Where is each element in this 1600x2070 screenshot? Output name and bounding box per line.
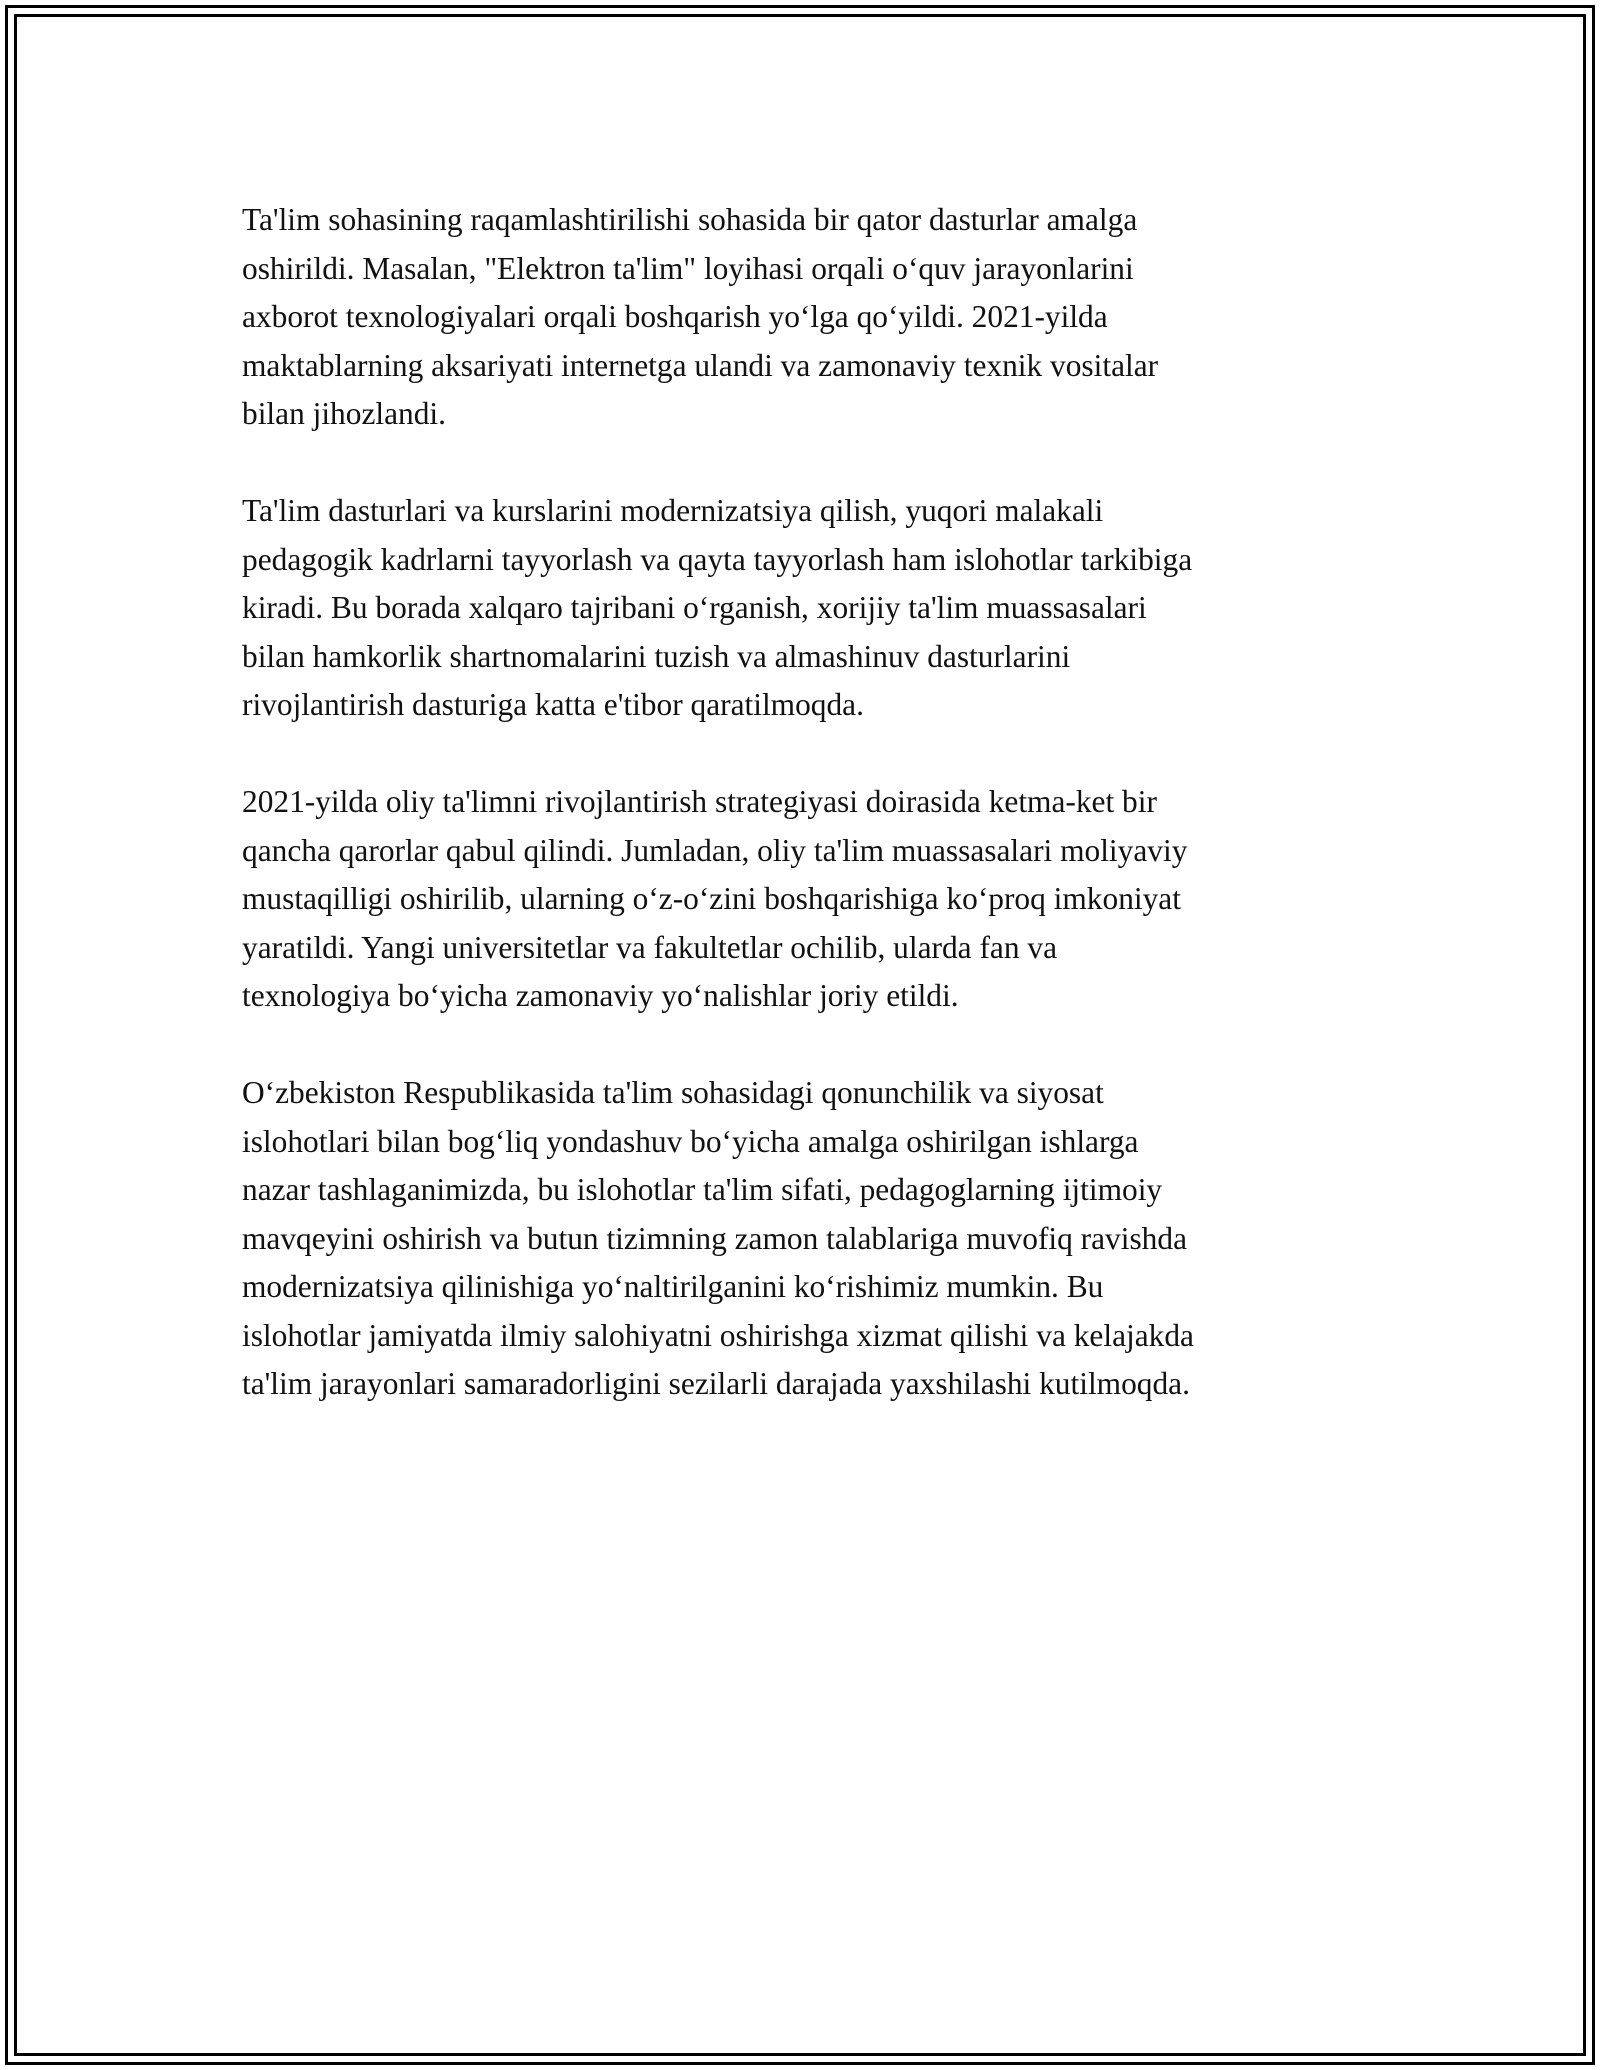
text-line: pedagogik kadrlarni tayyorlash va qayta tayyorlash ham islohotlar tarkibiga (242, 541, 1193, 577)
text-line: oshirildi. Masalan, "Elektron ta'lim" loyihasi orqali o‘quv jarayonlarini (242, 250, 1134, 286)
text-line: Ta'lim dasturlari va kurslarini modernizatsiya qilish, yuqori malakali (242, 493, 1104, 528)
text-line: ta'lim jarayonlari samaradorligini sezilarli darajada yaxshilashi kutilmoqda. (242, 1366, 1190, 1401)
paragraph-4 (242, 1069, 1372, 1409)
text-line: maktablarning aksariyati internetga ulandi va zamonaviy texnik vositalar (242, 347, 1159, 383)
paragraph-3 (242, 778, 1372, 1021)
document-body (242, 196, 1372, 1409)
text-line: mavqeyini oshirish va butun tizimning zamon talablariga muvofiq ravishda (242, 1220, 1187, 1256)
text-line: rivojlantirish dasturiga katta e'tibor qaratilmoqda. (242, 687, 864, 722)
text-line: qancha qarorlar qabul qilindi. Jumladan, oliy ta'lim muassasalari moliyaviy (242, 832, 1188, 868)
text-line: Ta'lim sohasining raqamlashtirilishi sohasida bir qator dasturlar amalga (242, 202, 1138, 237)
paragraph-1 (242, 196, 1372, 439)
page-frame (5, 5, 1595, 2065)
text-line: bilan jihozlandi. (242, 396, 446, 431)
text-line: modernizatsiya qilinishiga yo‘naltirilganini ko‘rishimiz mumkin. Bu (242, 1269, 1104, 1304)
text-line: islohotlar jamiyatda ilmiy salohiyatni oshirishga xizmat qilishi va kelajakda (242, 1317, 1194, 1353)
text-line: yaratildi. Yangi universitetlar va fakultetlar ochilib, ularda fan va (242, 929, 1058, 965)
paragraph-2 (242, 487, 1372, 730)
text-line: texnologiya bo‘yicha zamonaviy yo‘nalishlar joriy etildi. (242, 978, 959, 1013)
text-line: axborot texnologiyalari orqali boshqarish yo‘lga qo‘yildi. 2021-yilda (242, 299, 1108, 334)
text-line: kiradi. Bu borada xalqaro tajribani o‘rganish, xorijiy ta'lim muassasalari (242, 590, 1147, 625)
text-line: mustaqilligi oshirilib, ularning o‘z-o‘zini boshqarishiga ko‘proq imkoniyat (242, 881, 1181, 916)
text-line: O‘zbekiston Respublikasida ta'lim sohasidagi qonunchilik va siyosat (242, 1075, 1104, 1110)
text-line: bilan hamkorlik shartnomalarini tuzish va almashinuv dasturlarini (242, 638, 1071, 674)
text-line: islohotlari bilan bog‘liq yondashuv bo‘yicha amalga oshirilgan ishlarga (242, 1123, 1139, 1159)
text-line: nazar tashlaganimizda, bu islohotlar ta'lim sifati, pedagoglarning ijtimoiy (242, 1172, 1163, 1207)
text-line: 2021-yilda oliy ta'limni rivojlantirish strategiyasi doirasida ketma-ket bir (242, 784, 1157, 819)
